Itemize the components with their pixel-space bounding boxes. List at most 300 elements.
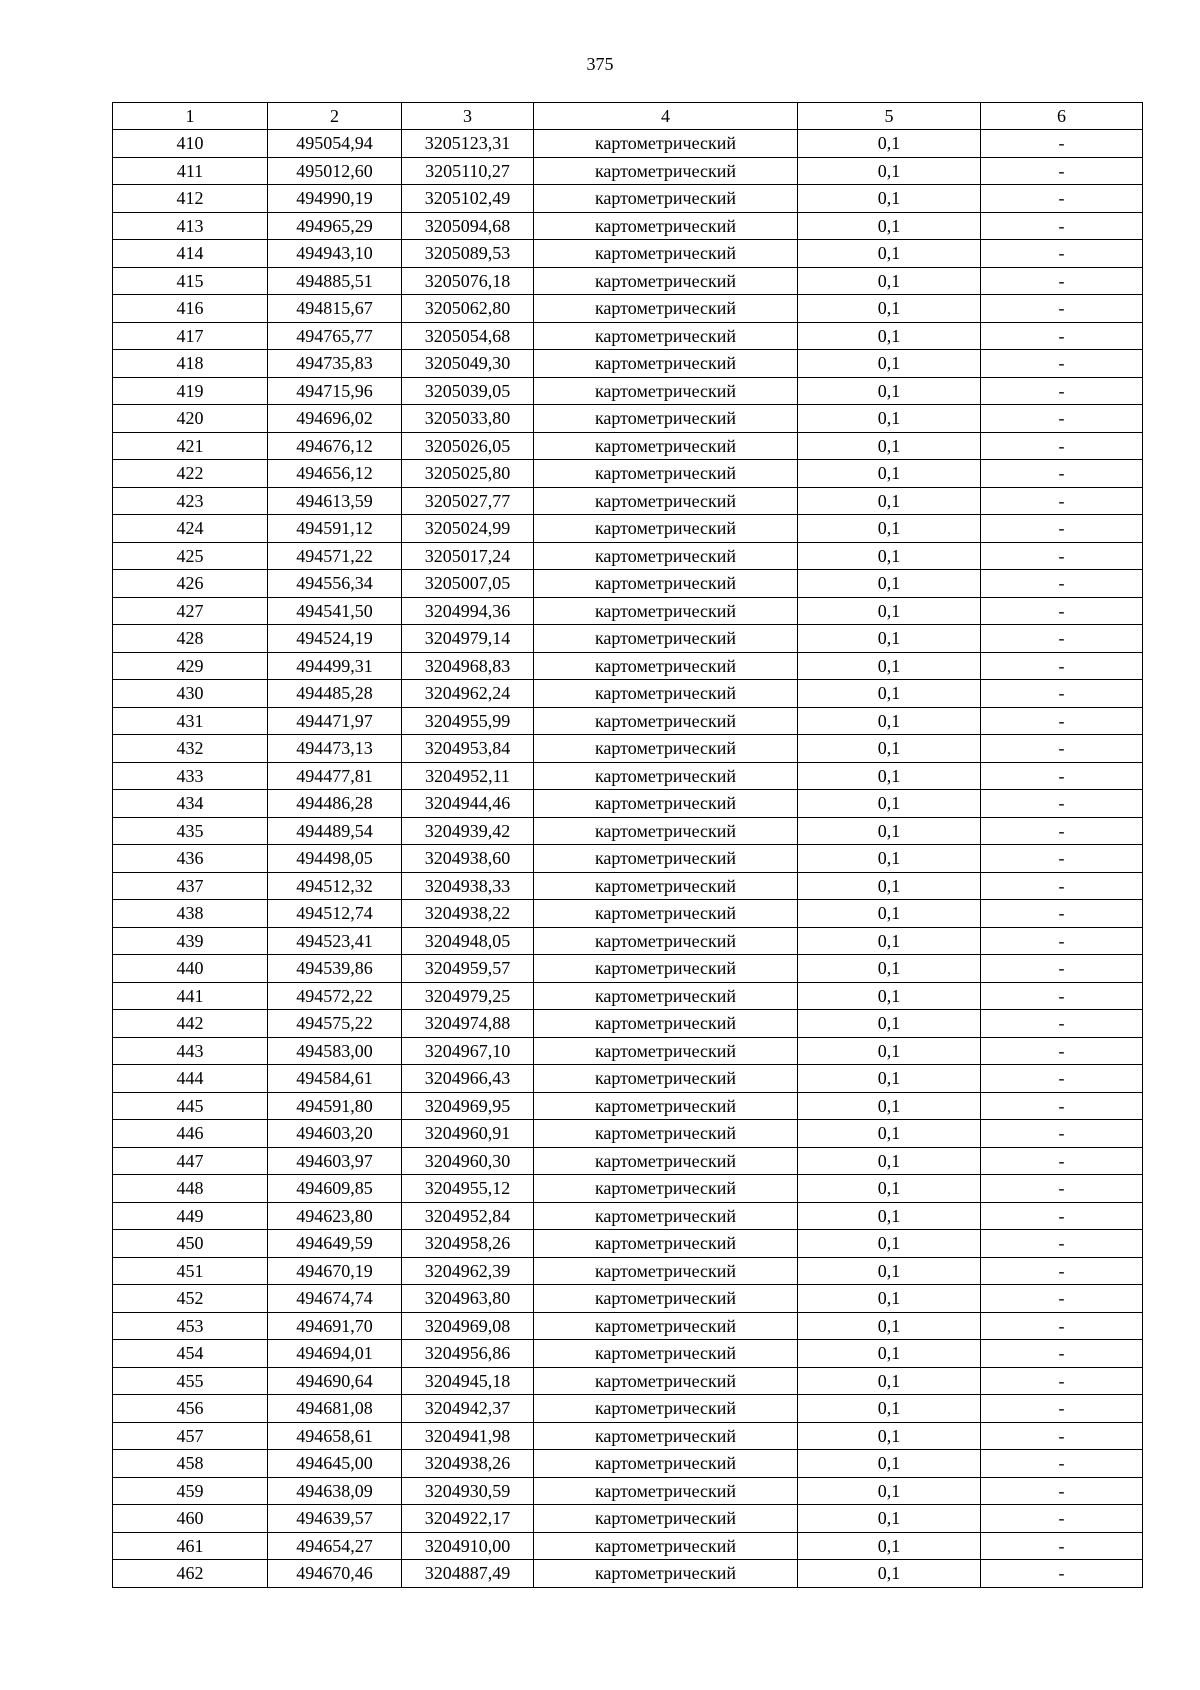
point-number-cell: 449 (113, 1202, 268, 1230)
point-number-cell: 429 (113, 652, 268, 680)
header-cell-3: 3 (402, 103, 534, 130)
method-cell: картометрический (534, 1120, 798, 1148)
method-cell: картометрический (534, 157, 798, 185)
coordinates-table (112, 102, 1143, 1588)
x-coordinate-cell: 494556,34 (268, 570, 402, 598)
method-cell: картометрический (534, 185, 798, 213)
table-row (113, 1477, 1143, 1505)
point-number-cell: 443 (113, 1037, 268, 1065)
point-number-cell: 434 (113, 790, 268, 818)
x-coordinate-cell: 494943,10 (268, 240, 402, 268)
method-cell: картометрический (534, 1285, 798, 1313)
x-coordinate-cell: 494990,19 (268, 185, 402, 213)
accuracy-cell: 0,1 (798, 1147, 981, 1175)
y-coordinate-cell: 3204922,17 (402, 1505, 534, 1533)
table-row (113, 735, 1143, 763)
accuracy-cell: 0,1 (798, 982, 981, 1010)
table-row (113, 377, 1143, 405)
table-row (113, 707, 1143, 735)
method-cell: картометрический (534, 1367, 798, 1395)
header-cell-1: 1 (113, 103, 268, 130)
description-cell: - (981, 735, 1143, 763)
table-row (113, 1450, 1143, 1478)
description-cell: - (981, 350, 1143, 378)
point-number-cell: 447 (113, 1147, 268, 1175)
point-number-cell: 411 (113, 157, 268, 185)
table-row (113, 1010, 1143, 1038)
table-row (113, 460, 1143, 488)
y-coordinate-cell: 3205017,24 (402, 542, 534, 570)
accuracy-cell: 0,1 (798, 1175, 981, 1203)
y-coordinate-cell: 3204969,08 (402, 1312, 534, 1340)
table-row (113, 295, 1143, 323)
description-cell: - (981, 432, 1143, 460)
y-coordinate-cell: 3205039,05 (402, 377, 534, 405)
y-coordinate-cell: 3204938,26 (402, 1450, 534, 1478)
method-cell: картометрический (534, 460, 798, 488)
x-coordinate-cell: 494512,74 (268, 900, 402, 928)
x-coordinate-cell: 494639,57 (268, 1505, 402, 1533)
table-row (113, 1560, 1143, 1588)
x-coordinate-cell: 494696,02 (268, 405, 402, 433)
point-number-cell: 455 (113, 1367, 268, 1395)
x-coordinate-cell: 494603,20 (268, 1120, 402, 1148)
y-coordinate-cell: 3204959,57 (402, 955, 534, 983)
table-row (113, 1312, 1143, 1340)
y-coordinate-cell: 3205123,31 (402, 130, 534, 158)
method-cell: картометрический (534, 515, 798, 543)
table-body (113, 130, 1143, 1588)
table-row (113, 212, 1143, 240)
table-row (113, 1285, 1143, 1313)
y-coordinate-cell: 3204994,36 (402, 597, 534, 625)
method-cell: картометрический (534, 1175, 798, 1203)
table-row (113, 1120, 1143, 1148)
table-row (113, 900, 1143, 928)
table-row (113, 1230, 1143, 1258)
description-cell: - (981, 1532, 1143, 1560)
method-cell: картометрический (534, 817, 798, 845)
x-coordinate-cell: 494645,00 (268, 1450, 402, 1478)
table-row (113, 790, 1143, 818)
y-coordinate-cell: 3204945,18 (402, 1367, 534, 1395)
header-cell-5: 5 (798, 103, 981, 130)
point-number-cell: 446 (113, 1120, 268, 1148)
accuracy-cell: 0,1 (798, 652, 981, 680)
description-cell: - (981, 267, 1143, 295)
x-coordinate-cell: 494486,28 (268, 790, 402, 818)
header-cell-2: 2 (268, 103, 402, 130)
x-coordinate-cell: 494477,81 (268, 762, 402, 790)
accuracy-cell: 0,1 (798, 1395, 981, 1423)
method-cell: картометрический (534, 625, 798, 653)
y-coordinate-cell: 3204979,14 (402, 625, 534, 653)
x-coordinate-cell: 494489,54 (268, 817, 402, 845)
description-cell: - (981, 927, 1143, 955)
x-coordinate-cell: 494654,27 (268, 1532, 402, 1560)
description-cell: - (981, 1450, 1143, 1478)
accuracy-cell: 0,1 (798, 790, 981, 818)
table-row (113, 267, 1143, 295)
accuracy-cell: 0,1 (798, 1505, 981, 1533)
accuracy-cell: 0,1 (798, 487, 981, 515)
table-row (113, 1367, 1143, 1395)
method-cell: картометрический (534, 1312, 798, 1340)
point-number-cell: 410 (113, 130, 268, 158)
description-cell: - (981, 570, 1143, 598)
point-number-cell: 424 (113, 515, 268, 543)
description-cell: - (981, 1147, 1143, 1175)
point-number-cell: 442 (113, 1010, 268, 1038)
description-cell: - (981, 1560, 1143, 1588)
y-coordinate-cell: 3205025,80 (402, 460, 534, 488)
x-coordinate-cell: 494575,22 (268, 1010, 402, 1038)
point-number-cell: 444 (113, 1065, 268, 1093)
accuracy-cell: 0,1 (798, 900, 981, 928)
description-cell: - (981, 1175, 1143, 1203)
x-coordinate-cell: 494498,05 (268, 845, 402, 873)
accuracy-cell: 0,1 (798, 515, 981, 543)
method-cell: картометрический (534, 1065, 798, 1093)
point-number-cell: 414 (113, 240, 268, 268)
method-cell: картометрический (534, 1230, 798, 1258)
description-cell: - (981, 240, 1143, 268)
accuracy-cell: 0,1 (798, 735, 981, 763)
accuracy-cell: 0,1 (798, 432, 981, 460)
description-cell: - (981, 597, 1143, 625)
table-row (113, 597, 1143, 625)
y-coordinate-cell: 3204979,25 (402, 982, 534, 1010)
table-row (113, 1175, 1143, 1203)
y-coordinate-cell: 3204953,84 (402, 735, 534, 763)
x-coordinate-cell: 494512,32 (268, 872, 402, 900)
method-cell: картометрический (534, 240, 798, 268)
y-coordinate-cell: 3204930,59 (402, 1477, 534, 1505)
description-cell: - (981, 1092, 1143, 1120)
method-cell: картометрический (534, 295, 798, 323)
method-cell: картометрический (534, 1395, 798, 1423)
table-row (113, 1037, 1143, 1065)
description-cell: - (981, 295, 1143, 323)
point-number-cell: 436 (113, 845, 268, 873)
table-row (113, 1340, 1143, 1368)
accuracy-cell: 0,1 (798, 1285, 981, 1313)
point-number-cell: 456 (113, 1395, 268, 1423)
description-cell: - (981, 1010, 1143, 1038)
method-cell: картометрический (534, 1477, 798, 1505)
description-cell: - (981, 982, 1143, 1010)
point-number-cell: 412 (113, 185, 268, 213)
accuracy-cell: 0,1 (798, 1037, 981, 1065)
method-cell: картометрический (534, 872, 798, 900)
description-cell: - (981, 680, 1143, 708)
header-cell-4: 4 (534, 103, 798, 130)
accuracy-cell: 0,1 (798, 955, 981, 983)
table-row (113, 625, 1143, 653)
method-cell: картометрический (534, 1340, 798, 1368)
point-number-cell: 416 (113, 295, 268, 323)
method-cell: картометрический (534, 1422, 798, 1450)
y-coordinate-cell: 3204974,88 (402, 1010, 534, 1038)
method-cell: картометрический (534, 982, 798, 1010)
description-cell: - (981, 1367, 1143, 1395)
x-coordinate-cell: 494609,85 (268, 1175, 402, 1203)
accuracy-cell: 0,1 (798, 1477, 981, 1505)
table-row (113, 1422, 1143, 1450)
table-row (113, 1257, 1143, 1285)
point-number-cell: 450 (113, 1230, 268, 1258)
x-coordinate-cell: 494656,12 (268, 460, 402, 488)
description-cell: - (981, 1477, 1143, 1505)
method-cell: картометрический (534, 790, 798, 818)
x-coordinate-cell: 494765,77 (268, 322, 402, 350)
method-cell: картометрический (534, 762, 798, 790)
accuracy-cell: 0,1 (798, 707, 981, 735)
table-row (113, 872, 1143, 900)
point-number-cell: 423 (113, 487, 268, 515)
point-number-cell: 419 (113, 377, 268, 405)
table-row (113, 542, 1143, 570)
point-number-cell: 454 (113, 1340, 268, 1368)
y-coordinate-cell: 3204960,91 (402, 1120, 534, 1148)
point-number-cell: 427 (113, 597, 268, 625)
table-row (113, 487, 1143, 515)
description-cell: - (981, 212, 1143, 240)
y-coordinate-cell: 3205024,99 (402, 515, 534, 543)
y-coordinate-cell: 3204944,46 (402, 790, 534, 818)
description-cell: - (981, 845, 1143, 873)
description-cell: - (981, 900, 1143, 928)
point-number-cell: 437 (113, 872, 268, 900)
header-cell-6: 6 (981, 103, 1143, 130)
description-cell: - (981, 652, 1143, 680)
method-cell: картометрический (534, 432, 798, 460)
method-cell: картометрический (534, 680, 798, 708)
method-cell: картометрический (534, 652, 798, 680)
x-coordinate-cell: 494524,19 (268, 625, 402, 653)
accuracy-cell: 0,1 (798, 542, 981, 570)
y-coordinate-cell: 3204969,95 (402, 1092, 534, 1120)
method-cell: картометрический (534, 597, 798, 625)
method-cell: картометрический (534, 350, 798, 378)
method-cell: картометрический (534, 1202, 798, 1230)
y-coordinate-cell: 3204938,22 (402, 900, 534, 928)
x-coordinate-cell: 494670,19 (268, 1257, 402, 1285)
x-coordinate-cell: 494485,28 (268, 680, 402, 708)
point-number-cell: 417 (113, 322, 268, 350)
accuracy-cell: 0,1 (798, 130, 981, 158)
y-coordinate-cell: 3204960,30 (402, 1147, 534, 1175)
page-number: 375 (586, 54, 614, 74)
method-cell: картометрический (534, 1532, 798, 1560)
description-cell: - (981, 1257, 1143, 1285)
y-coordinate-cell: 3204962,39 (402, 1257, 534, 1285)
accuracy-cell: 0,1 (798, 1010, 981, 1038)
accuracy-cell: 0,1 (798, 872, 981, 900)
table-row (113, 322, 1143, 350)
description-cell: - (981, 762, 1143, 790)
method-cell: картометрический (534, 212, 798, 240)
description-cell: - (981, 1285, 1143, 1313)
accuracy-cell: 0,1 (798, 1367, 981, 1395)
y-coordinate-cell: 3204941,98 (402, 1422, 534, 1450)
method-cell: картометрический (534, 1505, 798, 1533)
accuracy-cell: 0,1 (798, 817, 981, 845)
point-number-cell: 457 (113, 1422, 268, 1450)
x-coordinate-cell: 494572,22 (268, 982, 402, 1010)
description-cell: - (981, 707, 1143, 735)
method-cell: картометрический (534, 707, 798, 735)
method-cell: картометрический (534, 542, 798, 570)
table-row (113, 185, 1143, 213)
y-coordinate-cell: 3205110,27 (402, 157, 534, 185)
description-cell: - (981, 1312, 1143, 1340)
x-coordinate-cell: 494691,70 (268, 1312, 402, 1340)
x-coordinate-cell: 494649,59 (268, 1230, 402, 1258)
x-coordinate-cell: 494591,80 (268, 1092, 402, 1120)
accuracy-cell: 0,1 (798, 1257, 981, 1285)
description-cell: - (981, 377, 1143, 405)
y-coordinate-cell: 3204910,00 (402, 1532, 534, 1560)
accuracy-cell: 0,1 (798, 267, 981, 295)
accuracy-cell: 0,1 (798, 240, 981, 268)
accuracy-cell: 0,1 (798, 322, 981, 350)
y-coordinate-cell: 3205049,30 (402, 350, 534, 378)
point-number-cell: 421 (113, 432, 268, 460)
description-cell: - (981, 405, 1143, 433)
x-coordinate-cell: 495054,94 (268, 130, 402, 158)
coordinates-table-container (112, 102, 1142, 1588)
point-number-cell: 422 (113, 460, 268, 488)
x-coordinate-cell: 494690,64 (268, 1367, 402, 1395)
y-coordinate-cell: 3204956,86 (402, 1340, 534, 1368)
table-row (113, 350, 1143, 378)
table-row (113, 1065, 1143, 1093)
x-coordinate-cell: 494965,29 (268, 212, 402, 240)
x-coordinate-cell: 494735,83 (268, 350, 402, 378)
table-row (113, 1395, 1143, 1423)
point-number-cell: 435 (113, 817, 268, 845)
description-cell: - (981, 872, 1143, 900)
x-coordinate-cell: 494523,41 (268, 927, 402, 955)
x-coordinate-cell: 494674,74 (268, 1285, 402, 1313)
accuracy-cell: 0,1 (798, 1120, 981, 1148)
table-row (113, 982, 1143, 1010)
method-cell: картометрический (534, 1037, 798, 1065)
accuracy-cell: 0,1 (798, 1340, 981, 1368)
point-number-cell: 418 (113, 350, 268, 378)
accuracy-cell: 0,1 (798, 1230, 981, 1258)
method-cell: картометрический (534, 130, 798, 158)
accuracy-cell: 0,1 (798, 295, 981, 323)
x-coordinate-cell: 494638,09 (268, 1477, 402, 1505)
table-row (113, 845, 1143, 873)
accuracy-cell: 0,1 (798, 377, 981, 405)
point-number-cell: 415 (113, 267, 268, 295)
table-row (113, 570, 1143, 598)
x-coordinate-cell: 495012,60 (268, 157, 402, 185)
accuracy-cell: 0,1 (798, 1422, 981, 1450)
description-cell: - (981, 1230, 1143, 1258)
point-number-cell: 459 (113, 1477, 268, 1505)
method-cell: картометрический (534, 1450, 798, 1478)
y-coordinate-cell: 3205089,53 (402, 240, 534, 268)
point-number-cell: 428 (113, 625, 268, 653)
y-coordinate-cell: 3204938,33 (402, 872, 534, 900)
point-number-cell: 453 (113, 1312, 268, 1340)
description-cell: - (981, 790, 1143, 818)
x-coordinate-cell: 494623,80 (268, 1202, 402, 1230)
description-cell: - (981, 157, 1143, 185)
point-number-cell: 461 (113, 1532, 268, 1560)
point-number-cell: 445 (113, 1092, 268, 1120)
method-cell: картометрический (534, 735, 798, 763)
point-number-cell: 438 (113, 900, 268, 928)
method-cell: картометрический (534, 405, 798, 433)
accuracy-cell: 0,1 (798, 570, 981, 598)
point-number-cell: 441 (113, 982, 268, 1010)
method-cell: картометрический (534, 267, 798, 295)
description-cell: - (981, 625, 1143, 653)
x-coordinate-cell: 494539,86 (268, 955, 402, 983)
y-coordinate-cell: 3204938,60 (402, 845, 534, 873)
method-cell: картометрический (534, 377, 798, 405)
accuracy-cell: 0,1 (798, 597, 981, 625)
y-coordinate-cell: 3205027,77 (402, 487, 534, 515)
accuracy-cell: 0,1 (798, 845, 981, 873)
x-coordinate-cell: 494694,01 (268, 1340, 402, 1368)
point-number-cell: 462 (113, 1560, 268, 1588)
x-coordinate-cell: 494676,12 (268, 432, 402, 460)
table-row (113, 762, 1143, 790)
description-cell: - (981, 1065, 1143, 1093)
method-cell: картометрический (534, 570, 798, 598)
x-coordinate-cell: 494473,13 (268, 735, 402, 763)
y-coordinate-cell: 3204955,99 (402, 707, 534, 735)
point-number-cell: 426 (113, 570, 268, 598)
method-cell: картометрический (534, 1010, 798, 1038)
description-cell: - (981, 1120, 1143, 1148)
accuracy-cell: 0,1 (798, 1092, 981, 1120)
table-row (113, 157, 1143, 185)
description-cell: - (981, 542, 1143, 570)
method-cell: картометрический (534, 900, 798, 928)
method-cell: картометрический (534, 1560, 798, 1588)
method-cell: картометрический (534, 1257, 798, 1285)
description-cell: - (981, 487, 1143, 515)
x-coordinate-cell: 494591,12 (268, 515, 402, 543)
point-number-cell: 430 (113, 680, 268, 708)
point-number-cell: 420 (113, 405, 268, 433)
description-cell: - (981, 460, 1143, 488)
y-coordinate-cell: 3204939,42 (402, 817, 534, 845)
description-cell: - (981, 1037, 1143, 1065)
description-cell: - (981, 955, 1143, 983)
y-coordinate-cell: 3204948,05 (402, 927, 534, 955)
description-cell: - (981, 515, 1143, 543)
y-coordinate-cell: 3205007,05 (402, 570, 534, 598)
table-row (113, 405, 1143, 433)
y-coordinate-cell: 3205076,18 (402, 267, 534, 295)
y-coordinate-cell: 3204952,84 (402, 1202, 534, 1230)
table-row (113, 1532, 1143, 1560)
accuracy-cell: 0,1 (798, 1532, 981, 1560)
method-cell: картометрический (534, 487, 798, 515)
table-row (113, 817, 1143, 845)
y-coordinate-cell: 3204963,80 (402, 1285, 534, 1313)
x-coordinate-cell: 494471,97 (268, 707, 402, 735)
description-cell: - (981, 1422, 1143, 1450)
